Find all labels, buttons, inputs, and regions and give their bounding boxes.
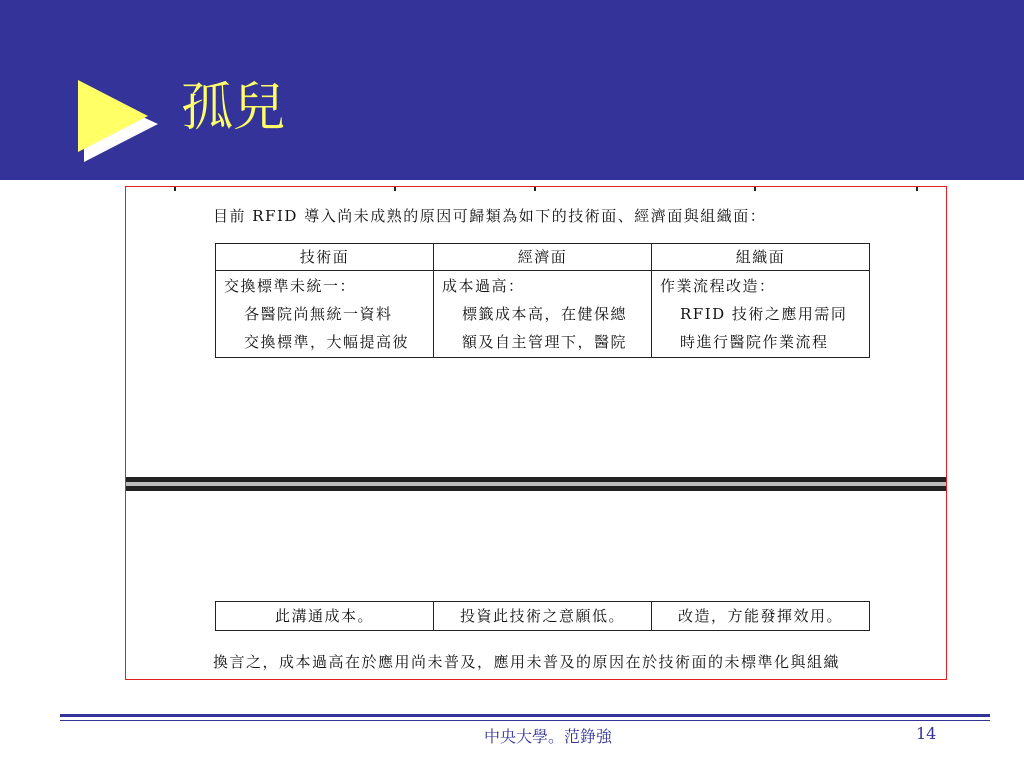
cell-line: 時進行醫院作業流程	[680, 333, 829, 351]
page-break-divider	[126, 477, 946, 491]
page-tick	[174, 187, 176, 191]
cell-line: 交換標準未統一：	[224, 277, 357, 295]
cell-line: 交換標準，大幅提高彼	[244, 333, 410, 351]
header-cell: 組織面	[652, 244, 870, 271]
table-header-row	[216, 244, 870, 271]
cell-line: 成本過高：	[442, 277, 525, 295]
page-tick	[916, 187, 918, 191]
page-tick	[754, 187, 756, 191]
divider-fill	[126, 482, 946, 486]
table-cell	[434, 271, 652, 358]
document-excerpt	[125, 186, 947, 680]
cell-line: 額及自主管理下，醫院	[462, 333, 628, 351]
footer-rule	[60, 714, 990, 717]
table-cell: 改造，方能發揮效用。	[652, 602, 870, 631]
cell-line: 標籤成本高，在健保總	[462, 305, 628, 323]
page-tick	[394, 187, 396, 191]
intro-text: 目前 RFID 導入尚未成熟的原因可歸類為如下的技術面、經濟面與組織面：	[213, 207, 767, 225]
closing-text: 換言之，成本過高在於應用尚未普及，應用未普及的原因在於技術面的未標準化與組織	[213, 653, 841, 671]
table-cell: 投資此技術之意願低。	[434, 602, 652, 631]
table-row	[216, 271, 870, 358]
table-row	[216, 602, 870, 631]
cell-line: 作業流程改造：	[660, 277, 776, 295]
header-cell: 技術面	[216, 244, 434, 271]
page-tick	[534, 187, 536, 191]
factors-table-continued	[215, 601, 870, 631]
table-cell	[216, 271, 434, 358]
table-cell	[652, 271, 870, 358]
table-cell: 此溝通成本。	[216, 602, 434, 631]
play-triangle-icon	[74, 76, 158, 166]
header-cell: 經濟面	[434, 244, 652, 271]
page-number: 14	[916, 724, 937, 743]
cell-line: 各醫院尚無統一資料	[244, 305, 393, 323]
footer-author: 中央大學。范錚強	[484, 727, 613, 746]
footer-rule	[60, 720, 990, 721]
slide-header	[0, 0, 1024, 180]
factors-table	[215, 243, 870, 358]
slide-title: 孤兒	[181, 78, 286, 138]
cell-line: RFID 技術之應用需同	[680, 305, 848, 323]
